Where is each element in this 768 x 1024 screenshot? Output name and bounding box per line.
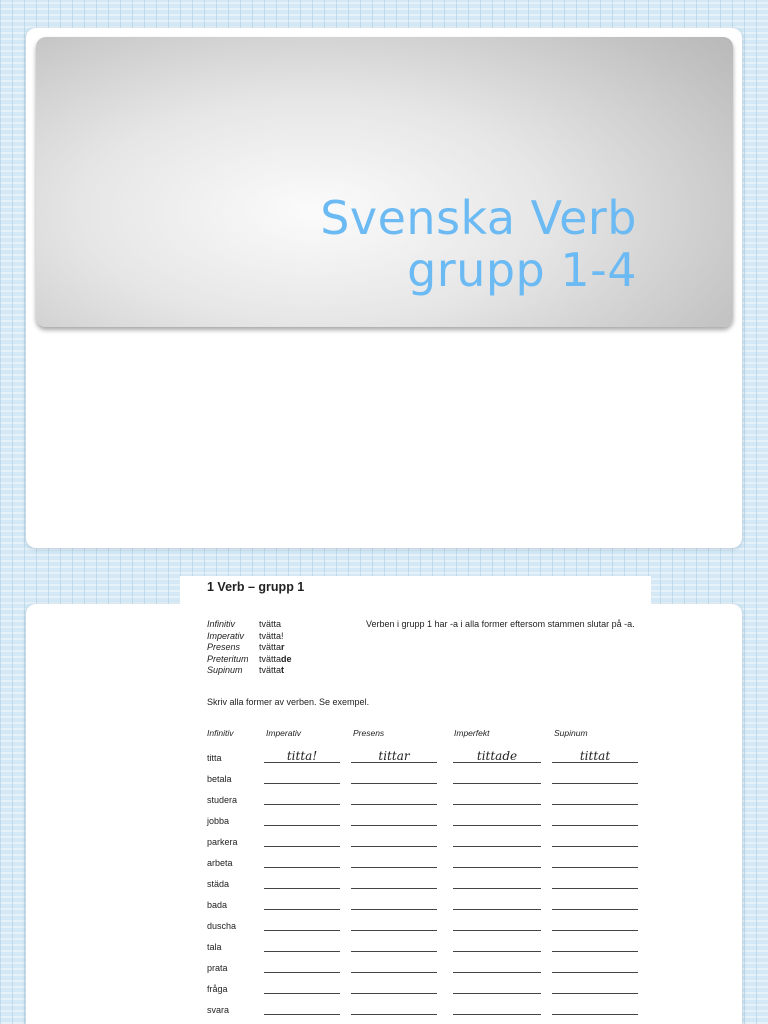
verb-row [180,912,651,933]
verb-row [180,954,651,975]
answer-blank[interactable] [453,771,541,784]
answer-blank[interactable] [264,981,340,994]
answer-blank[interactable] [351,813,437,826]
answer-blank[interactable] [453,813,541,826]
title-line-2: grupp 1-4 [407,243,637,297]
paradigm-row [207,665,339,677]
verb-row [180,891,651,912]
verb-row [180,933,651,954]
answer-blank[interactable] [552,876,638,889]
answer-blank[interactable] [453,1002,541,1015]
paradigm-row [207,642,339,654]
verb-name: duscha [207,921,237,931]
verb-row [180,975,651,996]
verb-name: prata [207,963,228,973]
answer-blank[interactable] [351,897,437,910]
paradigm-label: Imperativ [207,630,245,641]
answer-blank[interactable] [552,813,638,826]
verb-name: tala [207,942,222,952]
answer-blank[interactable] [453,981,541,994]
answer-blank[interactable] [264,960,340,973]
answer-blank[interactable] [351,834,437,847]
answer-blank[interactable] [453,960,541,973]
answer-blank[interactable] [351,939,437,952]
example-row [180,744,651,765]
paradigm-label: Infinitiv [207,619,236,629]
verb-name: studera [207,795,238,805]
example-answer: tittade [453,750,541,763]
worksheet-title: 1 Verb – grupp 1 [207,580,305,594]
column-header: Infinitiv [207,728,234,738]
instruction-text: Skriv alla former av verben. Se exempel. [207,697,370,707]
answer-blank[interactable] [552,834,638,847]
answer-blank[interactable] [264,876,340,889]
answer-blank[interactable] [351,792,437,805]
answer-blank[interactable] [351,918,437,931]
answer-blank[interactable] [453,897,541,910]
answer-blank[interactable] [351,1002,437,1015]
column-header: Presens [353,728,385,738]
verb-name: arbeta [207,858,233,868]
answer-blank[interactable] [264,834,340,847]
verb-row [180,870,651,891]
answer-blank[interactable] [453,834,541,847]
answer-blank[interactable] [453,918,541,931]
title-slide [26,28,742,548]
column-header: Imperfekt [454,728,490,738]
verb-row [180,828,651,849]
verb-name: städa [207,879,230,889]
answer-blank[interactable] [552,855,638,868]
answer-blank[interactable] [351,855,437,868]
verb-name: bada [207,900,228,910]
verb-row [180,996,651,1017]
answer-blank[interactable] [264,855,340,868]
paradigm-label: Supinum [207,665,243,675]
paradigm-value: tvätta! [259,630,284,641]
verb-name: svara [207,1005,230,1015]
paradigm-row [207,654,339,666]
answer-blank[interactable] [351,876,437,889]
answer-blank[interactable] [453,876,541,889]
answer-blank[interactable] [552,897,638,910]
answer-blank[interactable] [264,918,340,931]
answer-blank[interactable] [453,792,541,805]
paradigm-label: Presens [207,642,241,652]
answer-blank[interactable] [264,1002,340,1015]
answer-blank[interactable] [453,855,541,868]
paradigm-row [207,631,339,643]
paradigm-value: tvättar [259,642,285,652]
verb-row [180,765,651,786]
verb-row [180,786,651,807]
verb-name: betala [207,774,232,784]
answer-blank[interactable] [264,792,340,805]
answer-blank[interactable] [351,981,437,994]
example-answer: tittat [552,750,638,763]
answer-blank[interactable] [351,771,437,784]
answer-blank[interactable] [552,981,638,994]
verb-name: jobba [207,816,230,826]
answer-blank[interactable] [552,771,638,784]
answer-blank[interactable] [552,918,638,931]
answer-blank[interactable] [552,792,638,805]
answer-blank[interactable] [264,897,340,910]
answer-blank[interactable] [264,771,340,784]
column-header: Supinum [554,728,588,738]
column-header: Imperativ [266,728,301,738]
verb-row [180,807,651,828]
verb-name: titta [207,753,222,763]
explanation-text: Verben i grupp 1 har -a i alla former eftersom stammen slutar på -a. [366,619,635,629]
verb-name: parkera [207,837,238,847]
answer-blank[interactable] [264,939,340,952]
slide-title [320,192,637,296]
paradigm-value: tvättat [259,665,285,675]
paradigm-value: tvättade [259,653,292,664]
answer-blank[interactable] [552,939,638,952]
verb-name: fråga [207,984,228,994]
title-band [36,37,733,327]
answer-blank[interactable] [552,1002,638,1015]
answer-blank[interactable] [552,960,638,973]
answer-blank[interactable] [351,960,437,973]
title-line-1: Svenska Verb [320,191,637,245]
paradigm-label: Preteritum [207,653,249,664]
example-answer: tittar [351,750,437,763]
paradigm-row [207,619,339,631]
verb-row [180,849,651,870]
paradigm-table [207,619,339,677]
answer-blank[interactable] [453,939,541,952]
example-answer: titta! [264,750,340,763]
worksheet-image [180,576,651,1024]
answer-blank[interactable] [264,813,340,826]
paradigm-value: tvätta [259,619,282,629]
